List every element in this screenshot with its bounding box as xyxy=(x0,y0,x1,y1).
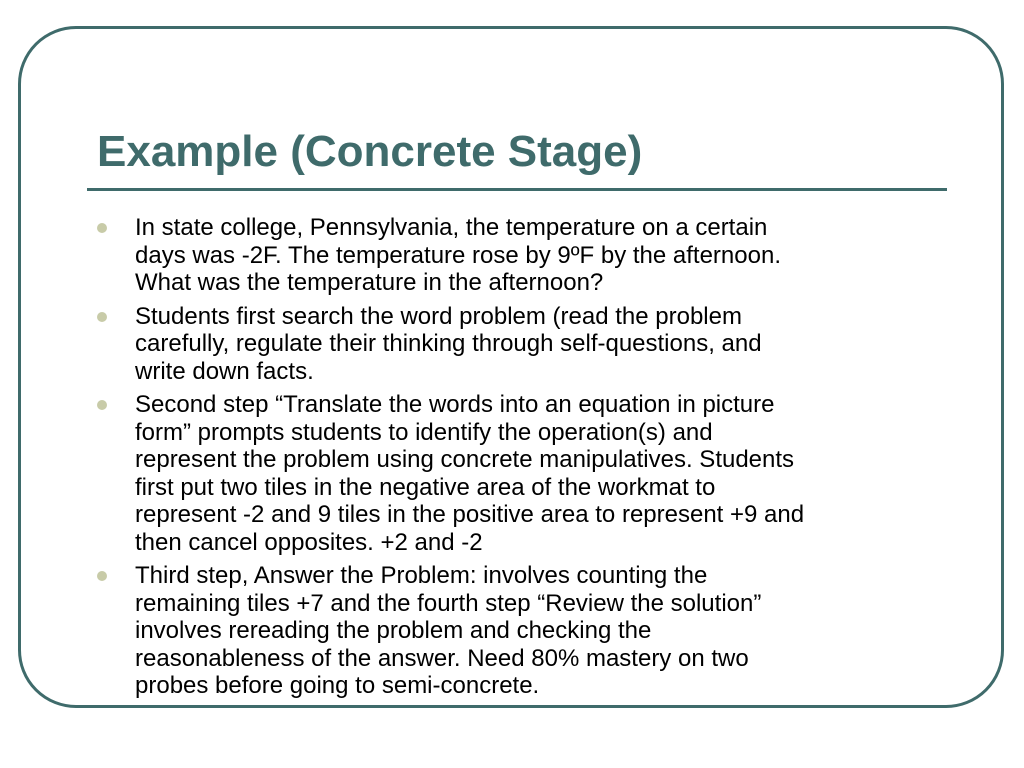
bullet-text xyxy=(135,214,947,297)
bullet-list xyxy=(97,214,947,706)
bullet-line: Students first search the word problem (read the problem xyxy=(135,302,742,330)
bullet-line: involves rereading the problem and checking the xyxy=(135,617,652,644)
bullet-line: carefully, regulate their thinking through self-questions, and xyxy=(135,330,762,357)
bullet-line: What was the temperature in the afternoon? xyxy=(135,269,604,296)
bullet-text xyxy=(135,391,947,556)
bullet-dot-icon xyxy=(97,571,107,581)
bullet-line: represent the problem using concrete manipulatives. Students xyxy=(135,446,795,473)
bullet-line: Second step “Translate the words into an equation in picture xyxy=(135,391,775,418)
bullet-line: In state college, Pennsylvania, the temperature on a certain xyxy=(135,214,768,241)
bullet-dot-icon xyxy=(97,312,107,322)
bullet-line: write down facts. xyxy=(135,357,314,385)
bullet-text xyxy=(135,562,947,700)
bullet-dot-icon xyxy=(97,223,107,233)
bullet-item xyxy=(97,214,947,297)
bullet-line: remaining tiles +7 and the fourth step “Review the solution” xyxy=(135,589,762,617)
bullet-line: reasonableness of the answer. Need 80% mastery on two xyxy=(135,644,749,672)
bullet-item xyxy=(97,391,947,556)
title-underline xyxy=(87,188,947,191)
slide-title: Example (Concrete Stage) xyxy=(97,127,643,176)
bullet-line: form” prompts students to identify the operation(s) and xyxy=(135,418,713,446)
bullet-line: represent -2 and 9 tiles in the positive area to represent +9 and xyxy=(135,501,805,528)
bullet-item xyxy=(97,303,947,386)
bullet-dot-icon xyxy=(97,400,107,410)
bullet-line: Third step, Answer the Problem: involves counting the xyxy=(135,562,708,589)
bullet-item xyxy=(97,562,947,700)
bullet-line: then cancel opposites. +2 and -2 xyxy=(135,528,483,556)
bullet-line: first put two tiles in the negative area of the workmat to xyxy=(135,473,716,501)
bullet-line: probes before going to semi-concrete. xyxy=(135,672,540,699)
bullet-text xyxy=(135,303,947,386)
bullet-line: days was -2F. The temperature rose by 9ºF by the afternoon. xyxy=(135,241,781,269)
